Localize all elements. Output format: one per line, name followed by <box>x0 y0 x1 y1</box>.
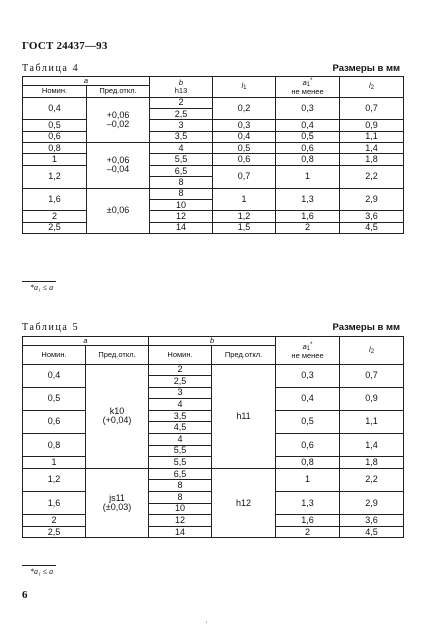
table4-units: Размеры в мм <box>332 63 400 74</box>
t5-cell-a-tol <box>86 364 149 468</box>
t4-cell-a1: 1,3 <box>276 188 340 211</box>
t5-cell-b-nomin: 2 <box>149 364 212 376</box>
t4-cell-l1: 0,6 <box>213 154 276 165</box>
tolerance-line: –0,02 <box>106 118 130 129</box>
t4-cell-b: 6,5 <box>150 165 213 176</box>
t4-cell-a1: 2 <box>276 222 340 233</box>
t5-cell-a1: 0,3 <box>276 364 340 387</box>
tolerance-line: ±0,06 <box>106 205 130 216</box>
t4-cell-l2: 2,2 <box>340 165 404 188</box>
t4-cell-a1: 0,5 <box>276 131 340 142</box>
t4-cell-l1: 0,7 <box>213 165 276 188</box>
tolerance-line: js11 <box>109 493 125 504</box>
t4-head-nomin: Номин. <box>23 85 87 97</box>
t4-cell-b: 8 <box>150 177 213 188</box>
t5-cell-a1: 0,8 <box>276 457 340 469</box>
table5 <box>22 336 404 538</box>
t5-cell-a1: 2 <box>276 526 340 538</box>
table-row <box>23 165 404 176</box>
t4-cell-a-nomin: 0,8 <box>23 143 87 154</box>
t5-cell-a-nomin: 1 <box>23 457 86 469</box>
t4-head-a: a <box>23 77 150 86</box>
t5-cell-a1: 1,6 <box>276 515 340 527</box>
t5-head-a-pred: Пред.откл. <box>86 345 149 364</box>
t4-head-pred: Пред.откл. <box>87 85 150 97</box>
t5-cell-b-nomin: 3,5 <box>149 410 212 422</box>
t5-footnote: *a₁ ≤ a <box>30 567 54 576</box>
t5-cell-b-nomin: 4 <box>149 399 212 411</box>
table-row <box>23 222 404 233</box>
t4-cell-a1: 0,4 <box>276 120 340 131</box>
t4-cell-a-nomin: 2 <box>23 211 87 222</box>
t4-cell-a1: 1,6 <box>276 211 340 222</box>
t5-cell-a-nomin: 0,5 <box>23 387 86 410</box>
t5-cell-l2: 0,7 <box>340 364 404 387</box>
document-standard-number: ГОСТ 24437—93 <box>22 40 108 52</box>
t5-head-b-pred: Пред.откл. <box>212 345 276 364</box>
table-row <box>23 131 404 142</box>
t5-cell-l2: 1,1 <box>340 410 404 433</box>
t5-cell-b-nomin: 5,5 <box>149 445 212 457</box>
table-row <box>23 468 404 480</box>
t5-cell-a1: 0,6 <box>276 434 340 457</box>
t5-cell-a-tol <box>86 468 149 538</box>
t4-cell-l1: 0,5 <box>213 143 276 154</box>
tolerance-line: +0,06 <box>106 155 130 166</box>
t4-cell-a-nomin: 0,5 <box>23 120 87 131</box>
t5-cell-l2: 4,5 <box>340 526 404 538</box>
table-row <box>23 120 404 131</box>
t5-head-a: a <box>23 337 149 346</box>
t4-cell-l1: 1,5 <box>213 222 276 233</box>
tolerance-line: (±0,03) <box>102 502 132 513</box>
t5-cell-a1: 0,4 <box>276 387 340 410</box>
t5-cell-l2: 3,6 <box>340 515 404 527</box>
table-row <box>23 154 404 165</box>
t4-cell-a-nomin: 1,6 <box>23 188 87 211</box>
t4-cell-l1: 0,3 <box>213 120 276 131</box>
table5-units: Размеры в мм <box>332 322 400 333</box>
t5-cell-l2: 1,8 <box>340 457 404 469</box>
t5-cell-b-tol: h11 <box>212 364 276 468</box>
t4-head-l2: l2 <box>340 77 404 98</box>
t5-head-l2: l2 <box>340 337 404 365</box>
t5-cell-a-nomin: 1,6 <box>23 492 86 515</box>
t4-head-b: b h13 <box>150 77 213 98</box>
t4-cell-l1: 1 <box>213 188 276 211</box>
tolerance-line: k10 <box>109 406 125 417</box>
t4-cell-a-tol <box>87 143 150 189</box>
t5-cell-b-nomin: 10 <box>149 503 212 515</box>
t4-cell-a-nomin: 0,6 <box>23 131 87 142</box>
t5-head-a1: a1* не менее <box>276 337 340 365</box>
t4-cell-l2: 0,9 <box>340 120 404 131</box>
t4-cell-l2: 2,9 <box>340 188 404 211</box>
t4-cell-a1: 1 <box>276 165 340 188</box>
t4-cell-a-nomin: 0,4 <box>23 97 87 120</box>
t4-cell-a-nomin: 1 <box>23 154 87 165</box>
t4-cell-a-nomin: 2,5 <box>23 222 87 233</box>
t5-cell-b-nomin: 3 <box>149 387 212 399</box>
t5-head-b-nomin: Номин. <box>149 345 212 364</box>
t4-cell-a-tol <box>87 97 150 143</box>
table-row <box>23 188 404 199</box>
t5-cell-b-nomin: 4 <box>149 434 212 446</box>
t5-cell-b-tol: h12 <box>212 468 276 538</box>
t4-head-a1: a1* не менее <box>276 77 340 98</box>
t5-cell-a1: 0,5 <box>276 410 340 433</box>
t5-note-line <box>22 565 56 566</box>
t4-cell-a-tol <box>87 188 150 234</box>
t5-cell-b-nomin: 5,5 <box>149 457 212 469</box>
t5-cell-b-nomin: 2,5 <box>149 376 212 388</box>
tolerance-line: +0,06 <box>106 109 130 120</box>
t4-cell-l2: 1,8 <box>340 154 404 165</box>
scan-mark: · <box>205 618 208 627</box>
t5-cell-a-nomin: 0,8 <box>23 434 86 457</box>
tolerance-line: (+0,04) <box>102 415 132 426</box>
t4-cell-b: 10 <box>150 200 213 211</box>
t4-cell-l1: 0,2 <box>213 97 276 120</box>
t5-head-b: b <box>149 337 276 346</box>
t5-cell-b-nomin: 8 <box>149 492 212 504</box>
t4-cell-l2: 1,1 <box>340 131 404 142</box>
t4-cell-b: 12 <box>150 211 213 222</box>
t5-cell-b-nomin: 8 <box>149 480 212 492</box>
t4-head-l1: l1 <box>213 77 276 98</box>
t4-cell-b: 8 <box>150 188 213 199</box>
t4-cell-b: 14 <box>150 222 213 233</box>
t4-cell-b: 4 <box>150 143 213 154</box>
t4-cell-b: 3 <box>150 120 213 131</box>
t5-cell-b-nomin: 4,5 <box>149 422 212 434</box>
page-number: 6 <box>22 589 28 601</box>
table-row <box>23 211 404 222</box>
t5-cell-a-nomin: 2 <box>23 515 86 527</box>
t5-cell-a-nomin: 0,6 <box>23 410 86 433</box>
t4-note-line <box>22 281 56 282</box>
t4-cell-b: 2,5 <box>150 108 213 119</box>
t5-cell-b-nomin: 12 <box>149 515 212 527</box>
t4-cell-l2: 1,4 <box>340 143 404 154</box>
table-row <box>23 143 404 154</box>
t5-cell-a-nomin: 1,2 <box>23 468 86 491</box>
t5-cell-l2: 2,2 <box>340 468 404 491</box>
t4-cell-l2: 0,7 <box>340 97 404 120</box>
t4-cell-l2: 3,6 <box>340 211 404 222</box>
t4-cell-b: 2 <box>150 97 213 108</box>
t4-footnote: *a₁ ≤ a <box>30 283 54 292</box>
t5-head-a-nomin: Номин. <box>23 345 86 364</box>
t5-cell-a-nomin: 0,4 <box>23 364 86 387</box>
t4-cell-a-nomin: 1,2 <box>23 165 87 188</box>
t4-cell-a1: 0,6 <box>276 143 340 154</box>
t5-cell-a1: 1 <box>276 468 340 491</box>
t4-cell-l1: 0,4 <box>213 131 276 142</box>
t5-cell-l2: 1,4 <box>340 434 404 457</box>
t5-cell-a1: 1,3 <box>276 492 340 515</box>
t4-cell-l2: 4,5 <box>340 222 404 233</box>
t4-cell-a1: 0,3 <box>276 97 340 120</box>
t5-cell-l2: 0,9 <box>340 387 404 410</box>
t4-cell-l1: 1,2 <box>213 211 276 222</box>
table4-caption: Таблица 4 <box>22 63 80 74</box>
t5-cell-b-nomin: 6,5 <box>149 468 212 480</box>
t5-cell-b-nomin: 14 <box>149 526 212 538</box>
table-row <box>23 364 404 376</box>
table4 <box>22 76 404 234</box>
table-row <box>23 97 404 108</box>
tolerance-line: –0,04 <box>106 164 130 175</box>
t4-cell-b: 5,5 <box>150 154 213 165</box>
t4-cell-b: 3,5 <box>150 131 213 142</box>
table5-caption: Таблица 5 <box>22 322 80 333</box>
t4-cell-a1: 0,8 <box>276 154 340 165</box>
t5-cell-l2: 2,9 <box>340 492 404 515</box>
t5-cell-a-nomin: 2,5 <box>23 526 86 538</box>
